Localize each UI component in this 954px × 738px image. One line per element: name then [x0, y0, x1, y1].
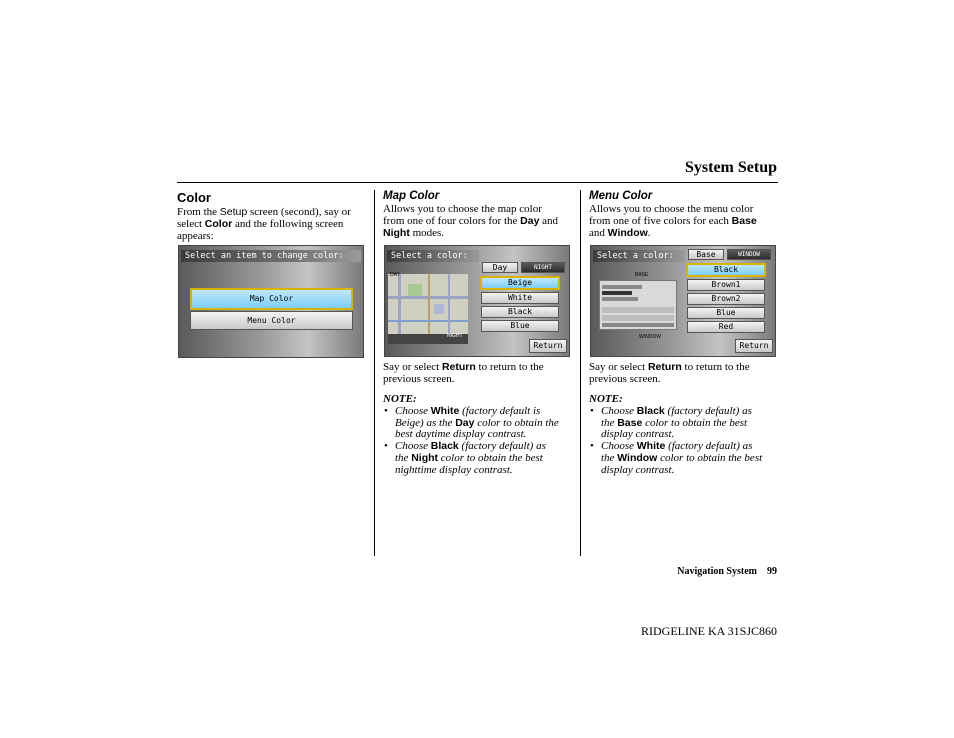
note-bullet: • Choose Black (factory default) as the Base color to obtain the best display contrast.	[590, 404, 752, 441]
menu-color-screen-image	[590, 245, 776, 357]
menu-preview	[599, 280, 677, 330]
color-option-brown2[interactable]: Brown2	[687, 293, 765, 305]
screen-prompt: Select a color:	[387, 250, 479, 262]
section-heading: Menu Color	[589, 190, 653, 202]
menu-color-intro: Allows you to choose the menu color from one of five colors for each Base and Window.	[589, 203, 757, 239]
window-label: WINDOW	[639, 334, 661, 340]
note-label: NOTE:	[383, 393, 417, 405]
tab-day[interactable]: Day	[482, 262, 518, 273]
menu-color-button[interactable]: Menu Color	[190, 311, 353, 330]
color-option-blue[interactable]: Blue	[481, 320, 559, 332]
column-divider-1	[374, 190, 375, 556]
color-option-blue[interactable]: Blue	[687, 307, 765, 319]
screen-prompt: Select a color:	[593, 250, 685, 262]
menu-color-return-text: Say or select Return to return to the previous screen.	[589, 361, 750, 385]
tab-base[interactable]: Base	[688, 249, 724, 260]
map-color-note	[383, 394, 575, 477]
base-label: BASE	[635, 272, 649, 278]
map-color-return-text: Say or select Return to return to the previous screen.	[383, 361, 544, 385]
day-label: DAY	[390, 272, 400, 278]
map-color-button[interactable]: Map Color	[190, 288, 353, 310]
note-bullet: • Choose White (factory default is Beige) as the Day color to obtain the best daytime display contrast.	[384, 404, 559, 441]
note-bullet: • Choose Black (factory default) as the Night color to obtain the best nighttime display contrast.	[384, 440, 546, 476]
section-heading: Color	[177, 190, 211, 205]
color-option-black[interactable]: Black	[481, 306, 559, 318]
color-option-black[interactable]: Black	[686, 263, 766, 277]
footer-section: Navigation System	[677, 566, 757, 577]
return-button[interactable]: Return	[529, 339, 567, 353]
document-code: RIDGELINE KA 31SJC860	[640, 624, 777, 638]
color-option-brown1[interactable]: Brown1	[687, 279, 765, 291]
color-section	[177, 190, 367, 242]
section-heading: Map Color	[383, 190, 440, 202]
color-option-white[interactable]: White	[481, 292, 559, 304]
note-label: NOTE:	[589, 393, 623, 405]
column-divider-2	[580, 190, 581, 556]
color-option-red[interactable]: Red	[687, 321, 765, 333]
color-intro: From the Setup screen (second), say or select Color and the following screen appears:	[177, 206, 351, 242]
map-color-screen-image	[384, 245, 570, 357]
note-bullet: • Choose White (factory default) as the Window color to obtain the best display contrast.	[590, 440, 763, 476]
map-color-intro: Allows you to choose the map color from one of four colors for the Day and Night modes.	[383, 203, 559, 239]
tab-night[interactable]: NIGHT	[521, 262, 565, 273]
map-color-section	[383, 190, 573, 239]
tab-window[interactable]: WINDOW	[727, 249, 771, 260]
color-option-beige[interactable]: Beige	[480, 276, 560, 290]
page-number: 99	[767, 566, 777, 577]
color-screen-image	[178, 245, 364, 358]
night-label: NIGHT	[447, 333, 463, 339]
return-button[interactable]: Return	[735, 339, 773, 353]
page-footer	[677, 566, 777, 577]
header-rule	[177, 182, 778, 183]
screen-prompt: Select an item to change color:	[181, 250, 361, 262]
color-term: Color	[204, 217, 233, 230]
setup-term: Setup	[219, 206, 248, 218]
menu-color-note	[589, 394, 781, 477]
page-title: System Setup	[684, 159, 777, 176]
menu-color-section	[589, 190, 779, 239]
